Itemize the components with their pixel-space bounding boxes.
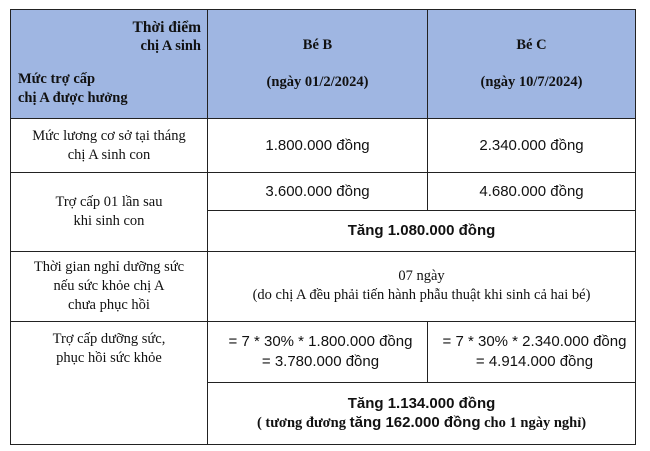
one-time-increase: Tăng 1.080.000 đồng [208,211,636,251]
corner-top-label [133,18,201,56]
recovery-increase [208,382,636,444]
recovery-equivalent: ( tương đương tăng 162.000 đồng cho 1 ngày nghỉ) [256,413,587,431]
col-c-date: (ngày 10/7/2024) [480,74,583,91]
col-b-date: (ngày 01/2/2024) [266,74,369,91]
benefit-comparison-table [10,9,636,445]
one-time-b: 3.600.000 đồng [208,173,428,211]
header-col-b [208,10,428,119]
base-salary-c: 2.340.000 đồng [428,119,636,173]
corner-bottom-line1: Mức trợ cấp [18,71,96,88]
header-col-c [428,10,636,119]
corner-top-line1: Thời điểm [132,19,201,36]
col-c-title: Bé C [516,37,547,54]
recovery-c-result: = 4.914.000 đồng [475,352,594,370]
col-b-title: Bé B [302,37,333,54]
recovery-increase-amount: Tăng 1.134.000 đồng [347,394,496,412]
recovery-b-formula: = 7 * 30% * 1.800.000 đồng [228,332,413,350]
recovery-b [208,321,428,382]
row-one-time [11,173,636,211]
row-base-salary [11,119,636,173]
row-recovery [11,321,636,382]
one-time-label: Trợ cấp 01 lần sau khi sinh con [11,173,208,251]
recovery-label: Trợ cấp dưỡng sức, phục hồi sức khỏe [11,321,208,444]
recovery-b-result: = 3.780.000 đồng [261,352,380,370]
base-salary-label: Mức lương cơ sở tại tháng chị A sinh con [11,119,208,173]
header-row [11,10,636,119]
corner-top-line2: chị A sinh [140,38,201,54]
rest-period-value: 07 ngày (do chị A đều phải tiến hành phẫu thuật khi sinh cả hai bé) [208,251,636,321]
one-time-c: 4.680.000 đồng [428,173,636,211]
corner-bottom-line2: chị A được hưởng [18,90,128,107]
corner-bottom-label [18,70,128,108]
row-rest-period [11,251,636,321]
recovery-c-formula: = 7 * 30% * 2.340.000 đồng [442,332,627,350]
base-salary-b: 1.800.000 đồng [208,119,428,173]
header-corner-cell [11,10,208,119]
recovery-c [428,321,636,382]
rest-period-label: Thời gian nghỉ dưỡng sức nếu sức khỏe chị A chưa phục hồi [11,251,208,321]
